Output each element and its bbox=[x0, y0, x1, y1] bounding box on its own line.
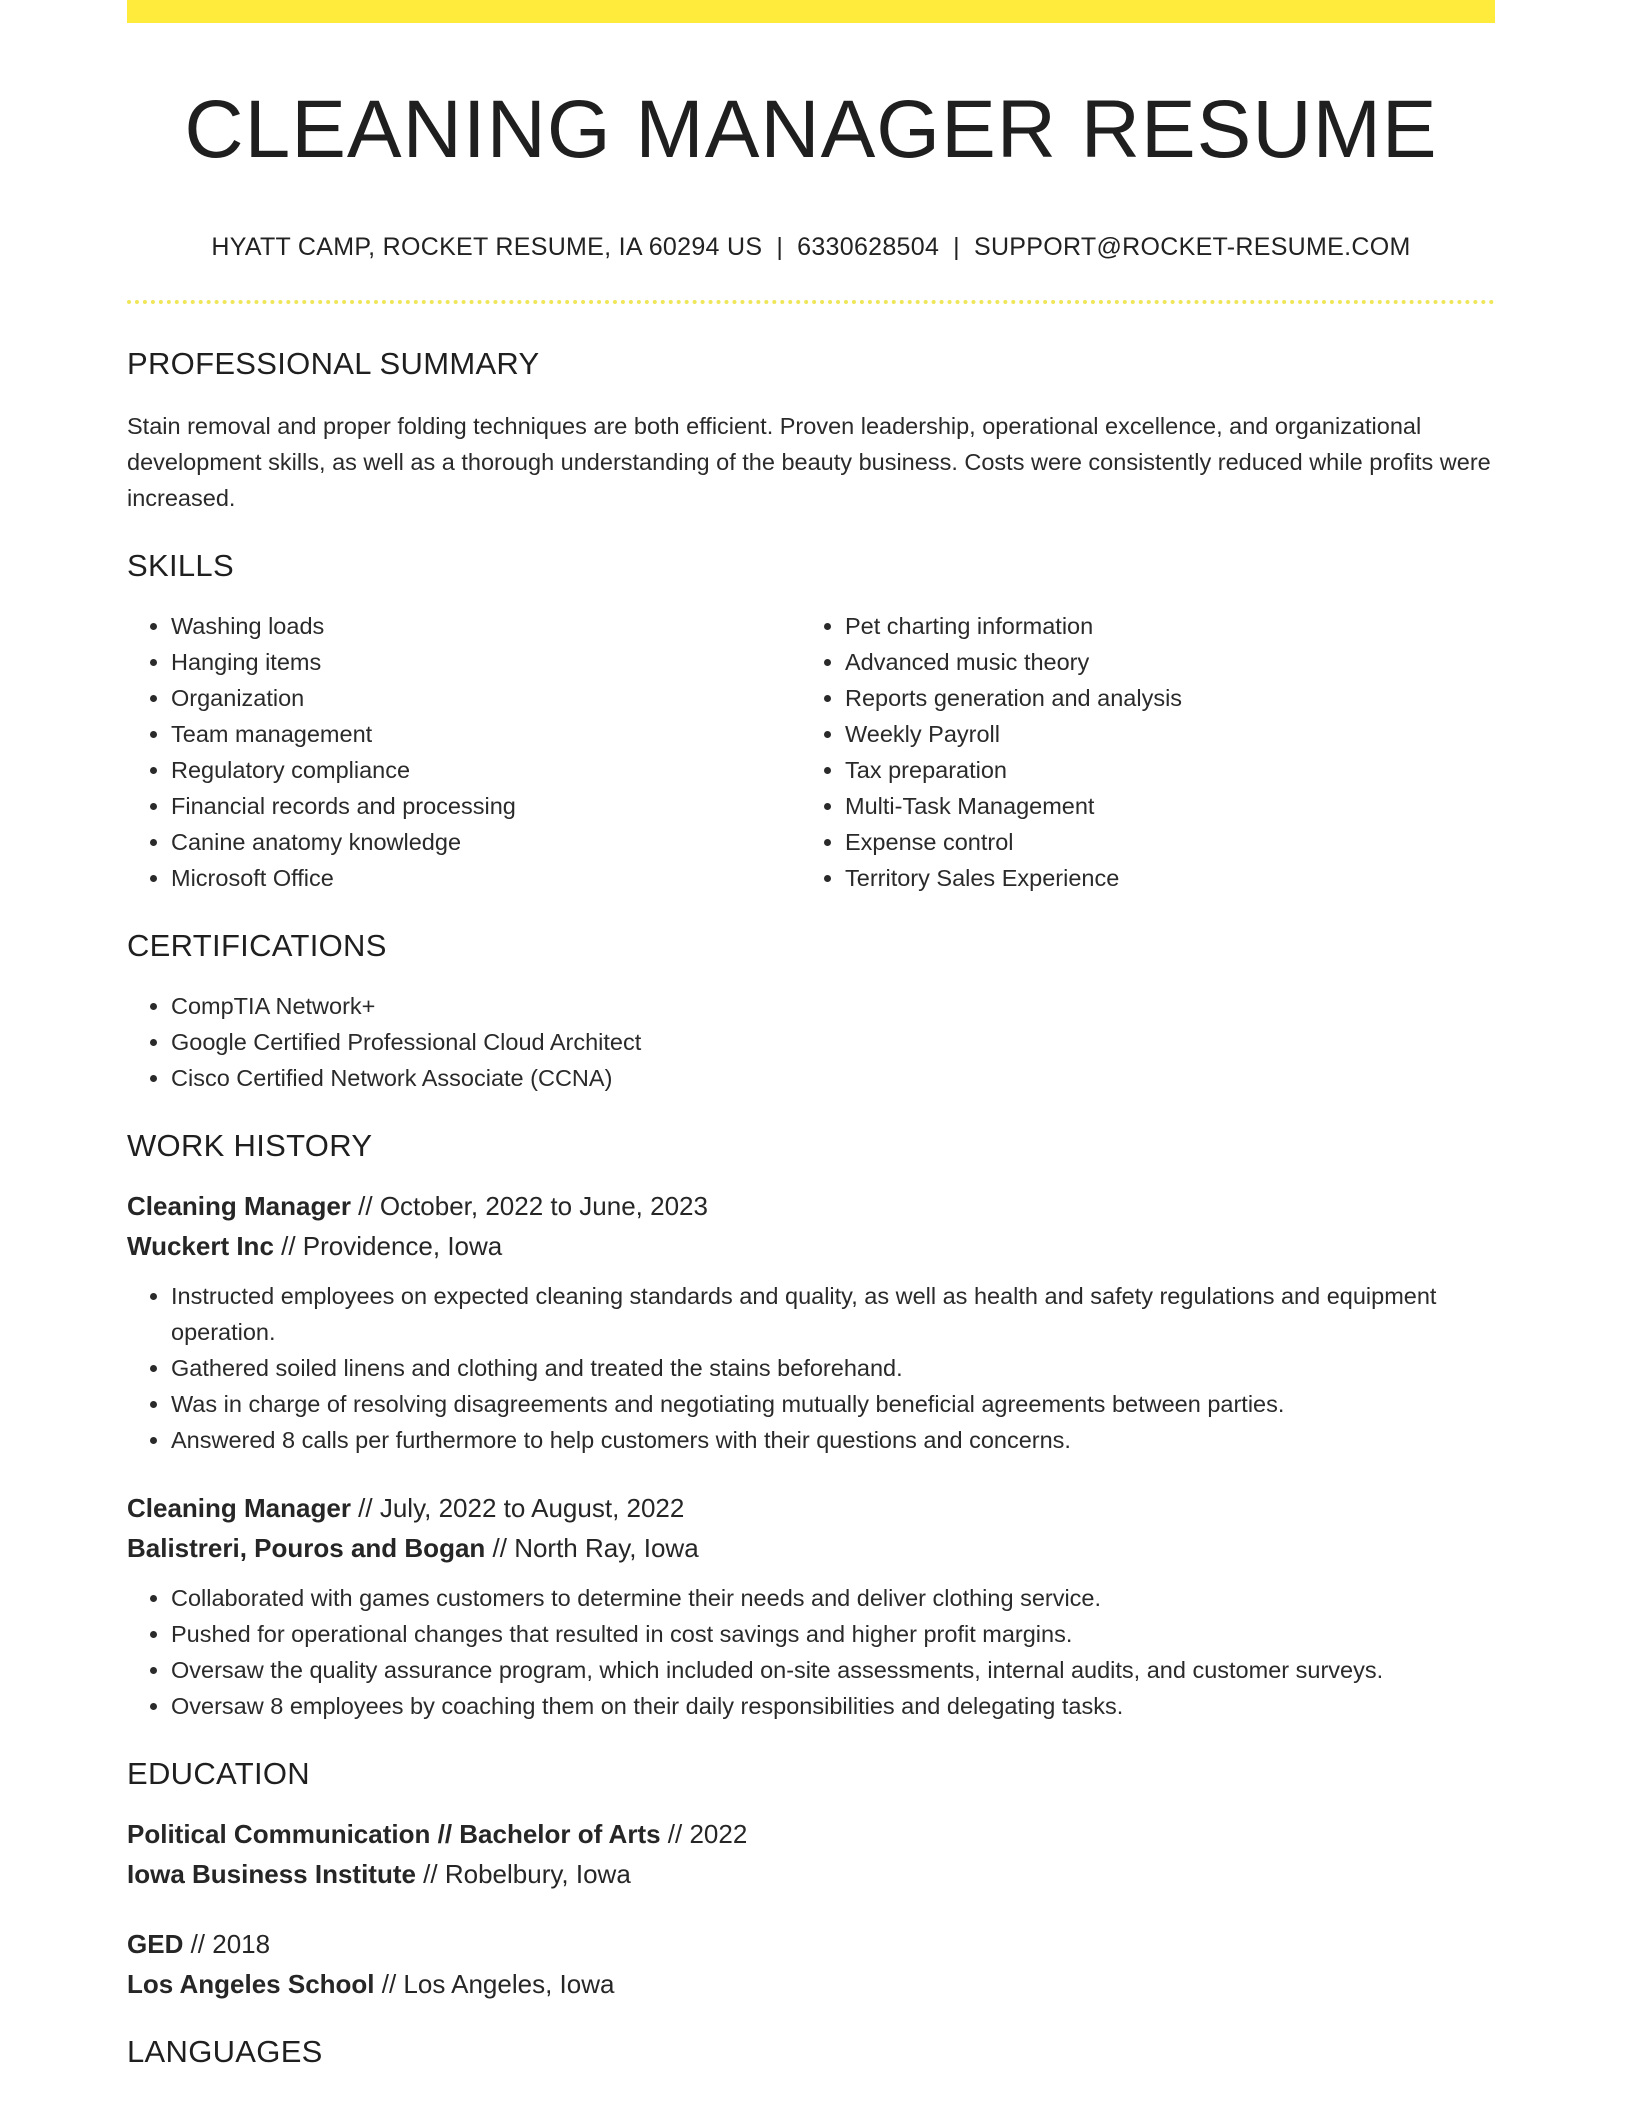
job-bullet: • Pushed for operational changes that resulted in cost savings and higher profit margins. bbox=[171, 1616, 1495, 1652]
education-school-line bbox=[127, 1964, 1495, 2004]
skill-item: • Pet charting information bbox=[845, 608, 1475, 644]
summary-text: Stain removal and proper folding techniques are both efficient. Proven leadership, operational excellence, and organizational development skills, as well as a thorough understanding of the beauty business. Costs were consistently reduced while profits were increased. bbox=[127, 413, 1491, 512]
section-title-skills: SKILLS bbox=[127, 548, 234, 584]
skills-columns bbox=[127, 608, 1495, 896]
education-degree-line bbox=[127, 1924, 1495, 1964]
job-role: Cleaning Manager bbox=[127, 1191, 351, 1222]
skills-list-left bbox=[127, 608, 801, 896]
job-bullets bbox=[127, 1580, 1495, 1724]
education-school-line bbox=[127, 1854, 1495, 1894]
job-location: // North Ray, Iowa bbox=[485, 1533, 699, 1564]
resume-page bbox=[127, 0, 1495, 2070]
section-title-certifications: CERTIFICATIONS bbox=[127, 928, 387, 964]
skill-item: • Advanced music theory bbox=[845, 644, 1475, 680]
skill-item: • Expense control bbox=[845, 824, 1475, 860]
education-school: Los Angeles School bbox=[127, 1969, 375, 2000]
contact-line bbox=[127, 233, 1495, 262]
resume-title: CLEANING MANAGER RESUME bbox=[184, 84, 1438, 175]
job-title-line bbox=[127, 1488, 1495, 1528]
contact-address: HYATT CAMP, ROCKET RESUME, IA 60294 US bbox=[211, 233, 763, 262]
job-bullet: • Oversaw the quality assurance program, which included on-site assessments, internal audits, and customer surveys. bbox=[171, 1652, 1495, 1688]
education-degree: Political Communication // Bachelor of Arts bbox=[127, 1819, 661, 1850]
section-title-work-history: WORK HISTORY bbox=[127, 1128, 373, 1164]
skill-item: • Canine anatomy knowledge bbox=[171, 824, 801, 860]
certification-item: • CompTIA Network+ bbox=[171, 988, 1495, 1024]
education-degree-line bbox=[127, 1814, 1495, 1854]
skill-item: • Tax preparation bbox=[845, 752, 1475, 788]
education-year: // 2022 bbox=[660, 1819, 748, 1850]
skill-item: • Washing loads bbox=[171, 608, 801, 644]
skill-item: • Regulatory compliance bbox=[171, 752, 801, 788]
job-dates: // July, 2022 to August, 2022 bbox=[350, 1493, 685, 1524]
section-title-summary: PROFESSIONAL SUMMARY bbox=[127, 346, 540, 382]
contact-email: SUPPORT@ROCKET-RESUME.COM bbox=[973, 233, 1411, 262]
skill-item: • Financial records and processing bbox=[171, 788, 801, 824]
job-title-line bbox=[127, 1186, 1495, 1226]
contact-separator: | bbox=[953, 233, 960, 262]
skill-item: • Microsoft Office bbox=[171, 860, 801, 896]
certification-item: • Google Certified Professional Cloud Architect bbox=[171, 1024, 1495, 1060]
skill-item: • Multi-Task Management bbox=[845, 788, 1475, 824]
job-company-line bbox=[127, 1528, 1495, 1568]
skill-item: • Territory Sales Experience bbox=[845, 860, 1475, 896]
contact-phone: 6330628504 bbox=[797, 233, 940, 262]
education-location: // Robelbury, Iowa bbox=[415, 1859, 631, 1890]
job-bullet: • Instructed employees on expected cleaning standards and quality, as well as health and safety regulations and equipment operation. bbox=[171, 1278, 1495, 1350]
skill-item: • Reports generation and analysis bbox=[845, 680, 1475, 716]
education-degree: GED bbox=[127, 1929, 184, 1960]
skill-item: • Hanging items bbox=[171, 644, 801, 680]
contact-separator: | bbox=[776, 233, 784, 262]
job-bullets bbox=[127, 1278, 1495, 1458]
certifications-list bbox=[127, 988, 1495, 1096]
job-dates: // October, 2022 to June, 2023 bbox=[350, 1191, 708, 1222]
job-bullet: • Collaborated with games customers to determine their needs and deliver clothing service. bbox=[171, 1580, 1495, 1616]
job-bullet: • Answered 8 calls per furthermore to help customers with their questions and concerns. bbox=[171, 1422, 1495, 1458]
job-bullet: • Oversaw 8 employees by coaching them on their daily responsibilities and delegating tasks. bbox=[171, 1688, 1495, 1724]
section-title-languages: LANGUAGES bbox=[127, 2034, 323, 2070]
skill-item: • Weekly Payroll bbox=[845, 716, 1475, 752]
education-location: // Los Angeles, Iowa bbox=[374, 1969, 615, 2000]
section-title-education: EDUCATION bbox=[127, 1756, 310, 1792]
job-bullet: • Was in charge of resolving disagreements and negotiating mutually beneficial agreements between parties. bbox=[171, 1386, 1495, 1422]
education-year: // 2018 bbox=[183, 1929, 271, 1960]
job-company: Balistreri, Pouros and Bogan bbox=[127, 1533, 486, 1564]
job-bullet: • Gathered soiled linens and clothing and treated the stains beforehand. bbox=[171, 1350, 1495, 1386]
job-company-line bbox=[127, 1226, 1495, 1266]
skill-item: • Team management bbox=[171, 716, 801, 752]
dotted-divider bbox=[127, 300, 1495, 304]
education-school: Iowa Business Institute bbox=[127, 1859, 416, 1890]
certification-item: • Cisco Certified Network Associate (CCNA) bbox=[171, 1060, 1495, 1096]
top-accent-bar bbox=[127, 0, 1495, 23]
job-location: // Providence, Iowa bbox=[273, 1231, 503, 1262]
skills-list-right bbox=[801, 608, 1475, 896]
job-role: Cleaning Manager bbox=[127, 1493, 351, 1524]
skill-item: • Organization bbox=[171, 680, 801, 716]
job-company: Wuckert Inc bbox=[127, 1231, 274, 1262]
